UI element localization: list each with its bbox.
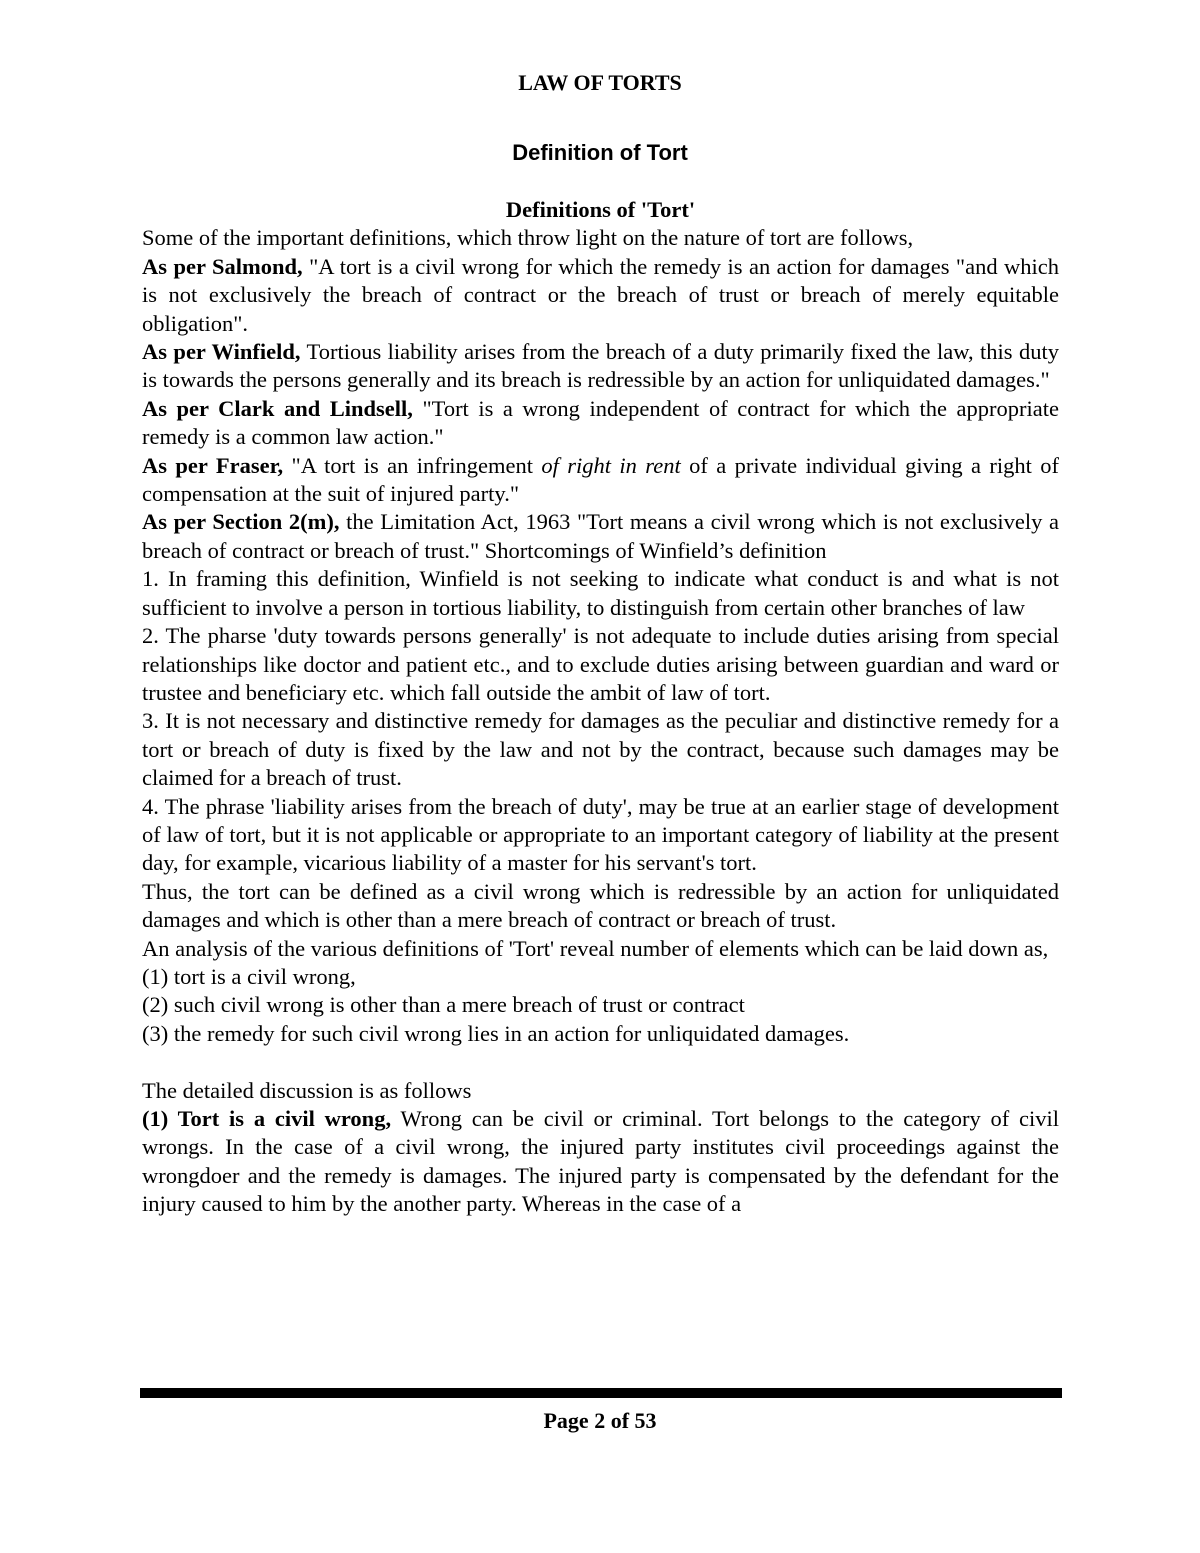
analysis-paragraph: An analysis of the various definitions of 'Tort' reveal number of elements which can be laid down as,	[142, 935, 1049, 961]
definition-text: "A tort is an infringement	[283, 452, 542, 478]
definition-winfield	[142, 338, 1059, 395]
discussion-civil-wrong	[142, 1105, 1059, 1219]
conclusion-paragraph: Thus, the tort can be defined as a civil wrong which is redressible by an action for unliquidated damages and which is other than a mere breach of contract or breach of trust.	[142, 878, 1059, 933]
definition-salmond	[142, 253, 1059, 338]
discussion-intro: The detailed discussion is as follows	[142, 1077, 472, 1103]
page-number: Page 2 of 53	[543, 1408, 657, 1433]
definition-label: As per Section 2(m),	[142, 509, 340, 535]
definition-text: "A tort is a civil wrong for which the remedy is an action for damages "and which is not exclusively the breach of contract or the breach of trust or breach of merely equitable obligation".	[142, 253, 1059, 336]
paragraph-gap	[142, 1048, 1059, 1076]
definition-fraser	[142, 452, 1059, 509]
subheading: Definitions of 'Tort'	[505, 197, 696, 222]
definition-label: As per Clark and Lindsell,	[142, 395, 413, 421]
discussion-text: Wrong can be civil or criminal. Tort belongs to the category of civil wrongs. In the case of a civil wrong, the injured party institutes civil proceedings against the wrongdoer and the remedy is damages. The injured party is compensated by the defendant for the injury caused to him by the another party. Whereas in the case of a	[142, 1105, 1060, 1217]
document-title: LAW OF TORTS	[518, 70, 682, 95]
intro-paragraph: Some of the important definitions, which throw light on the nature of tort are follows,	[142, 225, 914, 251]
shortcoming-item: 1. In framing this definition, Winfield is not seeking to indicate what conduct is and what is not sufficient to involve a person in tortious liability, to distinguish from certain other branches of law	[142, 566, 1059, 620]
definition-text: "Tort is a wrong independent of contract for which the appropriate remedy is a common law action."	[142, 395, 1059, 450]
footer-divider	[140, 1388, 1062, 1398]
definition-text: Tortious liability arises from the breach of a duty primarily fixed the law, this duty is towards the persons generally and its breach is redressible by an action for unliquidated damages."	[142, 339, 1059, 393]
shortcoming-item: 2. The pharse 'duty towards persons generally' is not adequate to include duties arising from special relationships like doctor and patient etc., and to exclude duties arising between guardian and ward or trustee and beneficiary etc. which fall outside the ambit of law of tort.	[142, 623, 1059, 705]
shortcoming-item: 4. The phrase 'liability arises from the breach of duty', may be true at an earlier stage of development of law of tort, but it is not applicable or appropriate to an important category of liability at the present day, for example, vicarious liability of a master for his servant's tort.	[142, 793, 1059, 876]
definition-label: As per Winfield,	[142, 339, 301, 365]
element-item: (3) the remedy for such civil wrong lies in an action for unliquidated damages.	[142, 1020, 850, 1046]
definition-clark-lindsell	[142, 395, 1059, 452]
definition-text: of a private individual giving a right of compensation at the suit of injured party."	[142, 452, 1059, 507]
section-heading: Definition of Tort	[512, 140, 688, 165]
document-body	[142, 196, 1059, 1219]
definition-italic-phrase: of right in rent	[541, 452, 681, 478]
element-item: (2) such civil wrong is other than a mere breach of trust or contract	[142, 992, 745, 1018]
definition-section-2m	[142, 508, 1059, 565]
element-item: (1) tort is a civil wrong,	[142, 963, 356, 989]
definition-text: the Limitation Act, 1963 "Tort means a civil wrong which is not exclusively a breach of contract or breach of trust." Shortcomings of Winfield’s definition	[142, 509, 1059, 563]
definition-label: As per Salmond,	[142, 253, 303, 279]
discussion-label: (1) Tort is a civil wrong,	[142, 1105, 392, 1131]
definition-label: As per Fraser,	[142, 452, 284, 478]
shortcoming-item: 3. It is not necessary and distinctive remedy for damages as the peculiar and distinctive remedy for a tort or breach of duty is fixed by the law and not by the contract, because such damages may be claimed for a breach of trust.	[142, 708, 1059, 791]
